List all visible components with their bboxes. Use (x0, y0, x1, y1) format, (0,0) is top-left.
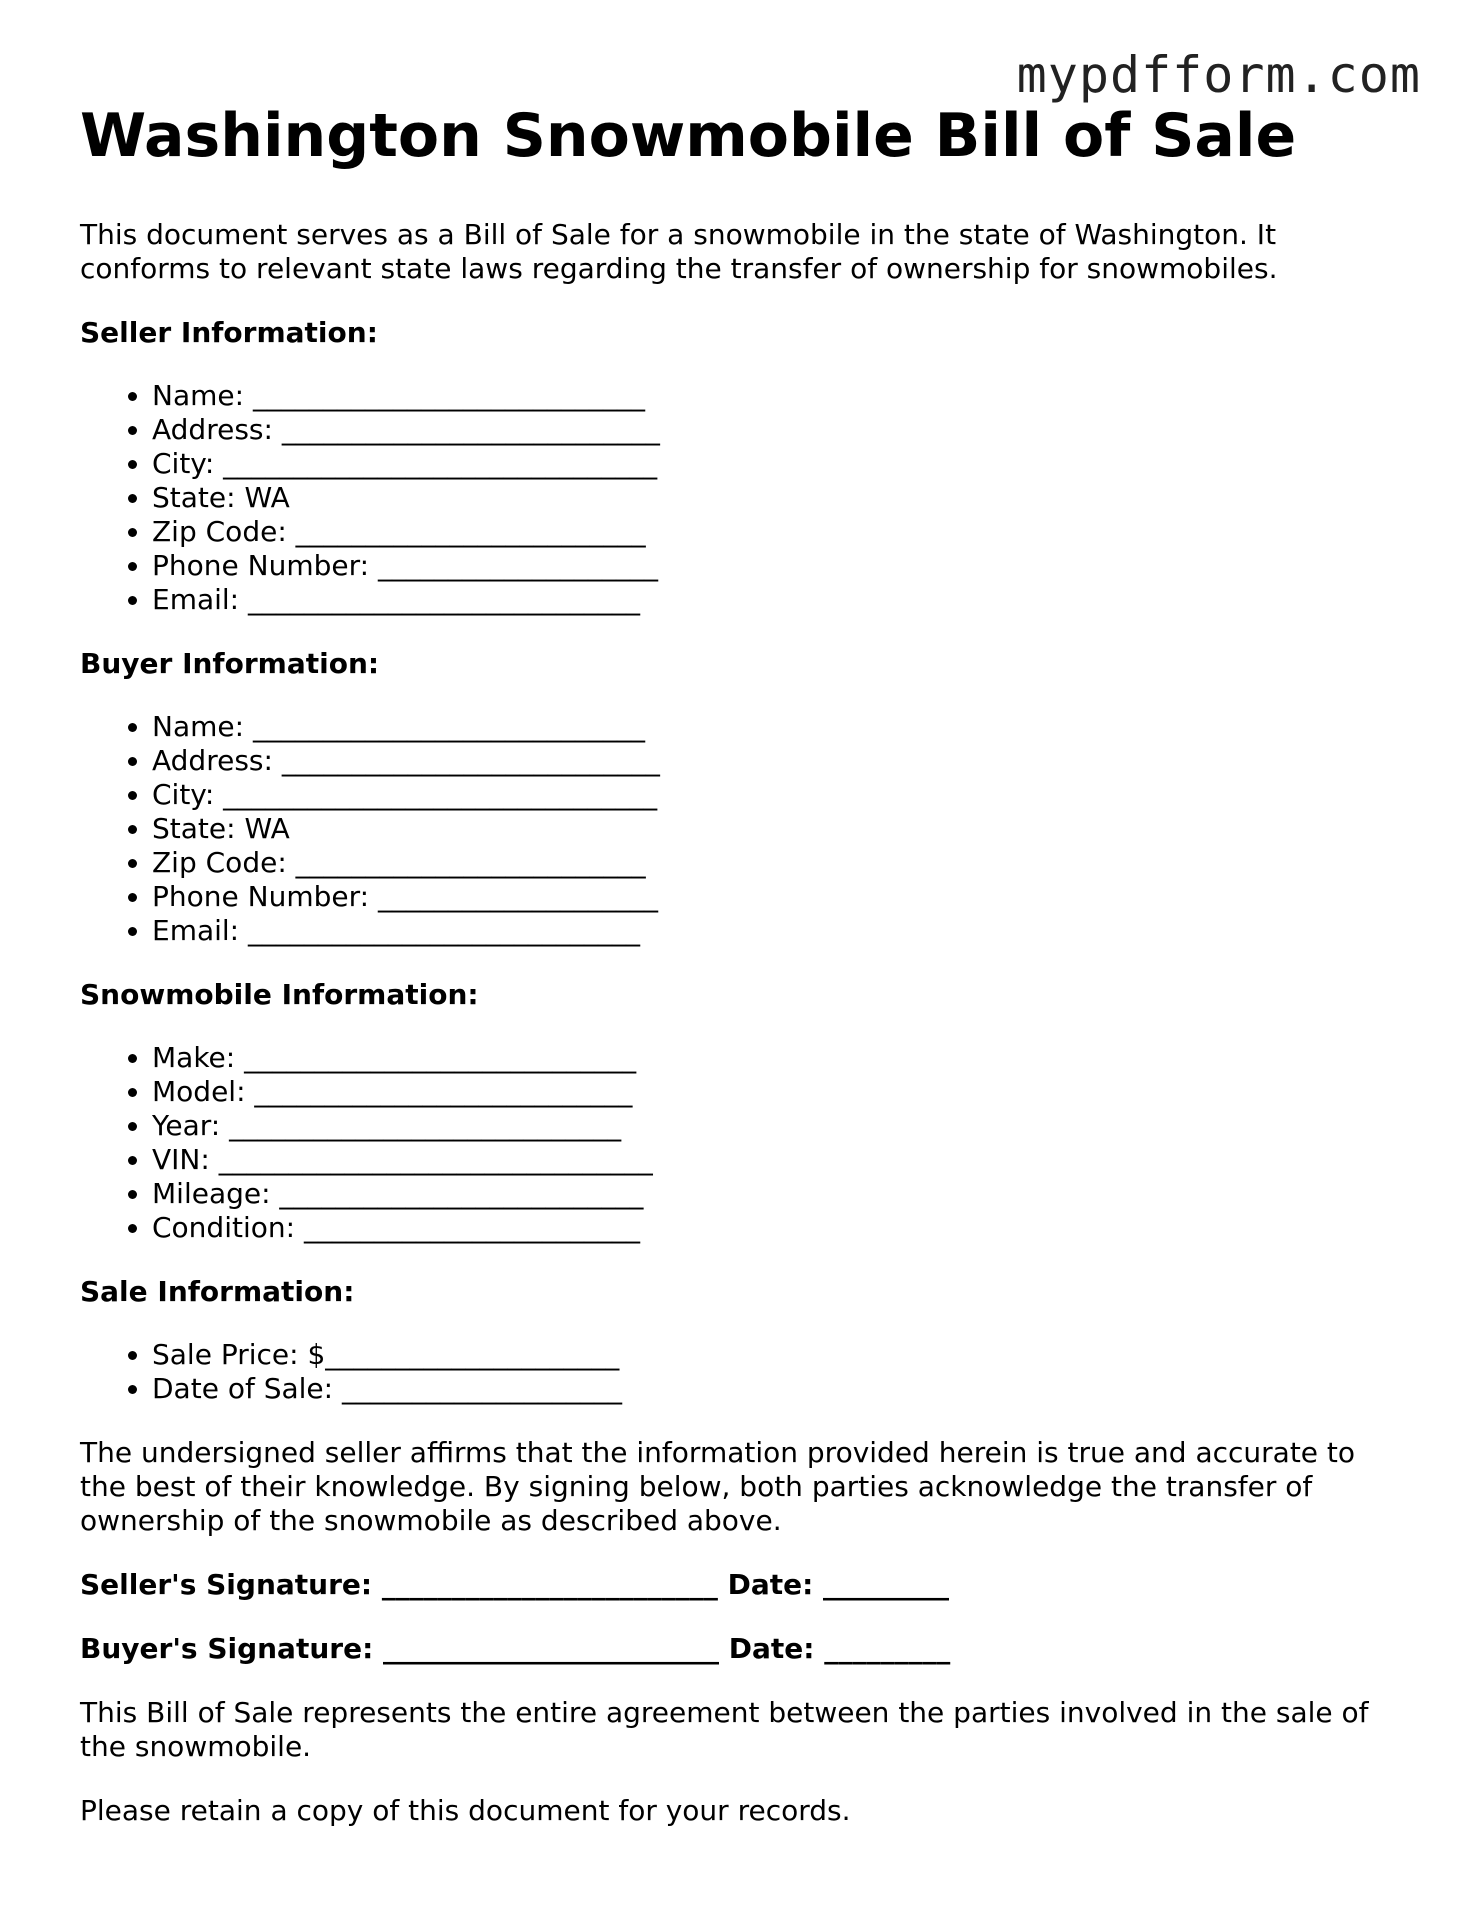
seller-section-heading: Seller Information: (80, 316, 378, 349)
intro-paragraph: This document serves as a Bill of Sale for a snowmobile in the state of Washington. It conforms to relevant state laws regarding the transfer of ownership for snowmobiles. (80, 218, 1278, 285)
sale-section-heading: Sale Information: (80, 1275, 355, 1308)
buyer-name-field[interactable]: • Name: ____________________________ (152, 710, 1400, 744)
seller-zip-field[interactable]: • Zip Code: _________________________ (152, 515, 1400, 549)
closing-paragraph: This Bill of Sale represents the entire agreement between the parties involved in the sale of the snowmobile. (80, 1696, 1369, 1763)
buyer-signature-line[interactable]: Buyer's Signature: ________________________ Date: _________ (80, 1632, 951, 1665)
affirmation-paragraph: The undersigned seller affirms that the information provided herein is true and accurate to the best of their knowledge. By signing below, both parties acknowledge the transfer of ownership of the snowmobile as described above. (80, 1436, 1356, 1537)
page-title: Washington Snowmobile Bill of Sale (80, 101, 1297, 171)
document-page (80, 100, 1400, 1828)
seller-email-field[interactable]: • Email: ____________________________ (152, 583, 1400, 617)
buyer-fields-list (80, 710, 1400, 948)
sale-date-field[interactable]: • Date of Sale: ____________________ (152, 1372, 1400, 1406)
sale-price-field[interactable]: • Sale Price: $_____________________ (152, 1338, 1400, 1372)
snowmobile-condition-field[interactable]: • Condition: ________________________ (152, 1211, 1400, 1245)
buyer-address-field[interactable]: • Address: ___________________________ (152, 744, 1400, 778)
buyer-city-field[interactable]: • City: _______________________________ (152, 778, 1400, 812)
buyer-state-field: • State: WA (152, 812, 1400, 846)
seller-state-field: • State: WA (152, 481, 1400, 515)
buyer-zip-field[interactable]: • Zip Code: _________________________ (152, 846, 1400, 880)
snowmobile-vin-field[interactable]: • VIN: _______________________________ (152, 1143, 1400, 1177)
seller-signature-line[interactable]: Seller's Signature: ________________________ Date: _________ (80, 1568, 950, 1601)
snowmobile-year-field[interactable]: • Year: ____________________________ (152, 1109, 1400, 1143)
buyer-phone-field[interactable]: • Phone Number: ____________________ (152, 880, 1400, 914)
buyer-section-heading: Buyer Information: (80, 647, 380, 680)
snowmobile-model-field[interactable]: • Model: ___________________________ (152, 1075, 1400, 1109)
snowmobile-mileage-field[interactable]: • Mileage: __________________________ (152, 1177, 1400, 1211)
seller-phone-field[interactable]: • Phone Number: ____________________ (152, 549, 1400, 583)
retain-paragraph: Please retain a copy of this document for your records. (80, 1794, 851, 1827)
seller-fields-list (80, 379, 1400, 617)
watermark: mypdfform.com (1016, 46, 1421, 104)
sale-fields-list (80, 1338, 1400, 1406)
seller-city-field[interactable]: • City: _______________________________ (152, 447, 1400, 481)
snowmobile-fields-list (80, 1041, 1400, 1245)
seller-name-field[interactable]: • Name: ____________________________ (152, 379, 1400, 413)
snowmobile-make-field[interactable]: • Make: ____________________________ (152, 1041, 1400, 1075)
seller-address-field[interactable]: • Address: ___________________________ (152, 413, 1400, 447)
buyer-email-field[interactable]: • Email: ____________________________ (152, 914, 1400, 948)
snowmobile-section-heading: Snowmobile Information: (80, 978, 479, 1011)
